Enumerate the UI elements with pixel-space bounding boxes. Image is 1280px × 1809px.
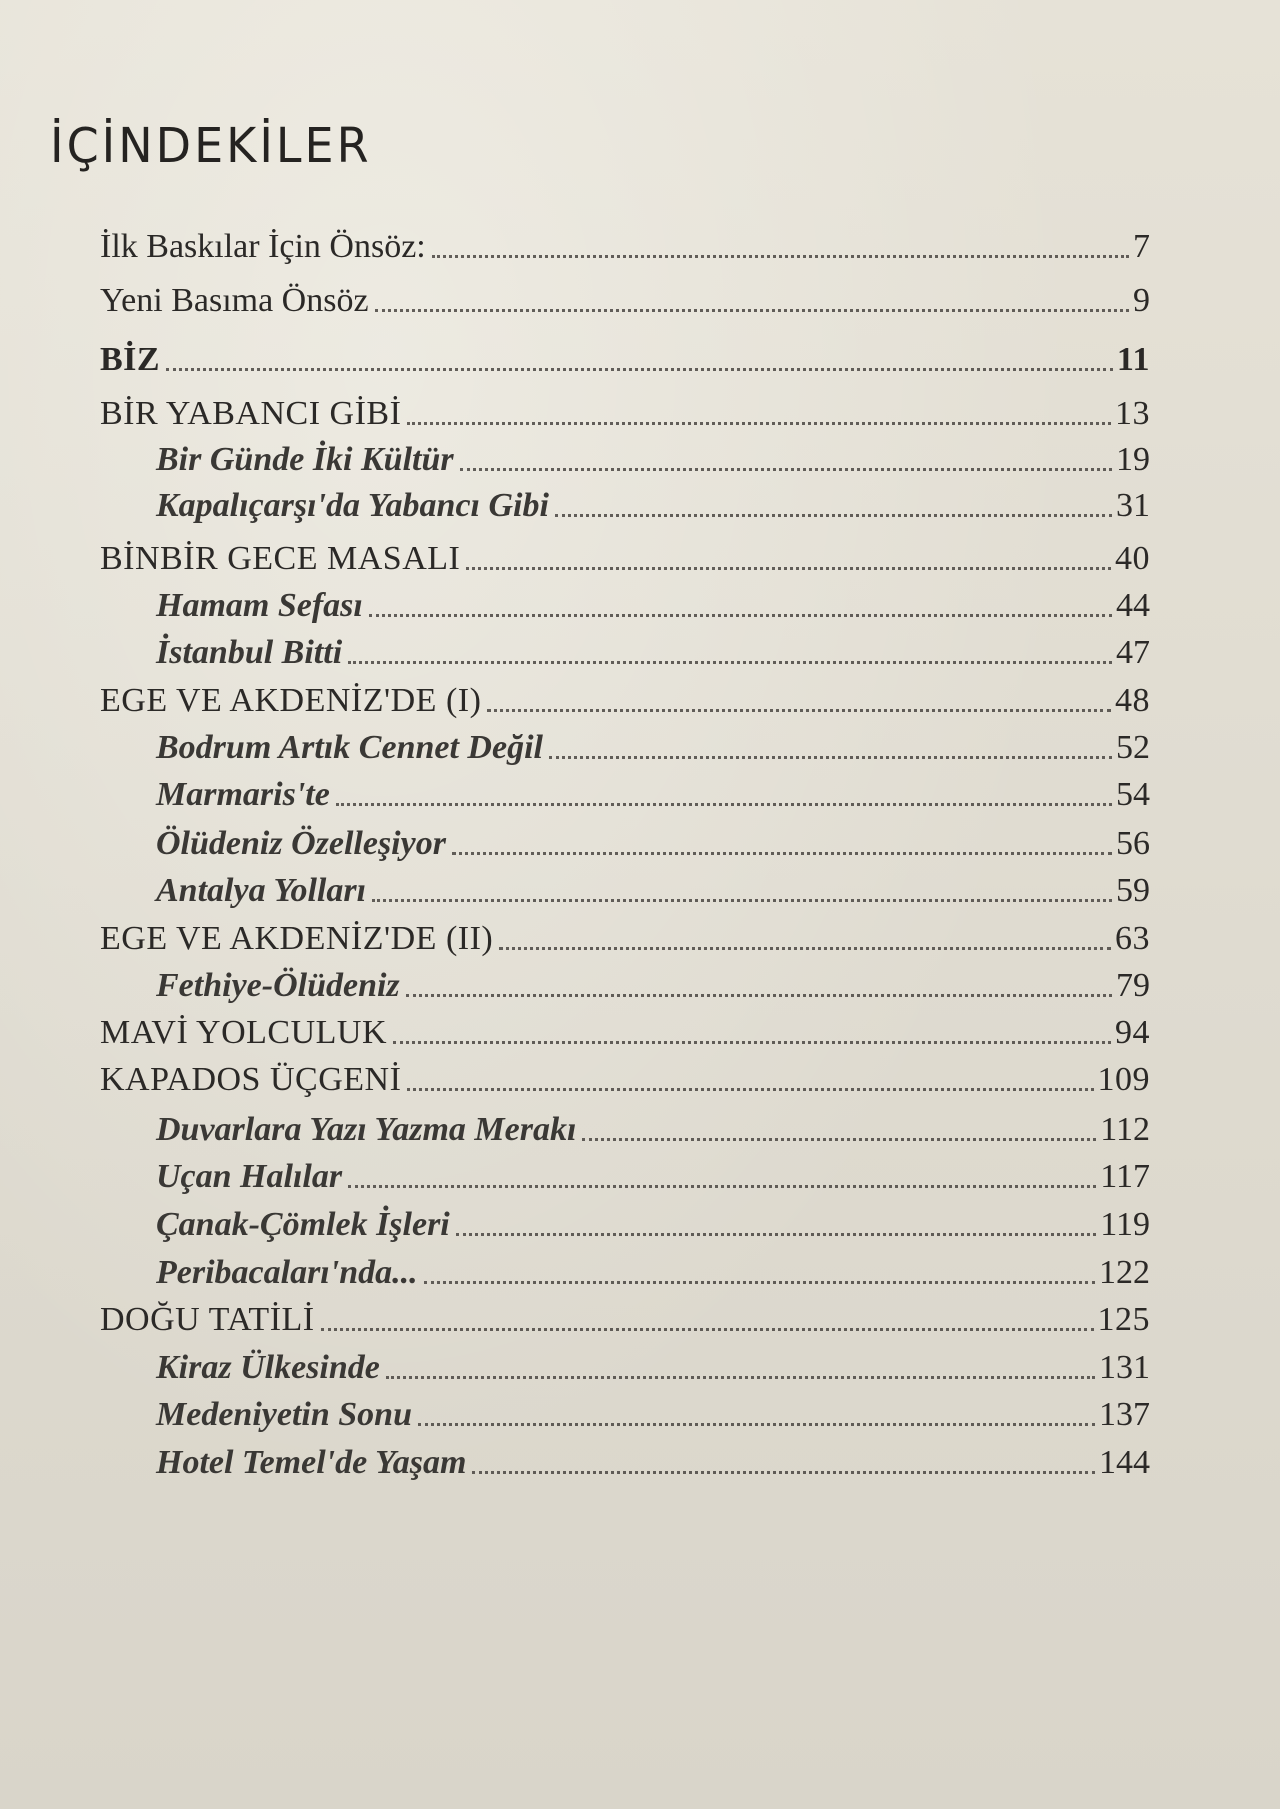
- toc-entry-label: DOĞU TATİLİ: [100, 1301, 315, 1338]
- toc-entry: [156, 577, 1150, 623]
- dot-leader: [452, 852, 1112, 855]
- toc-entry: [100, 910, 1150, 956]
- dot-leader: [406, 994, 1112, 997]
- toc-entry-page-number: 52: [1116, 729, 1150, 766]
- toc-entry-page-number: 7: [1133, 228, 1150, 265]
- toc-entry-label: Fethiye-Ölüdeniz: [156, 967, 400, 1004]
- dot-leader: [348, 661, 1112, 664]
- dot-leader: [418, 1423, 1095, 1426]
- toc-entry: [100, 672, 1150, 718]
- toc-entry-label: BİNBİR GECE MASALI: [100, 540, 461, 577]
- dot-leader: [424, 1281, 1095, 1284]
- toc-entry: [156, 766, 1150, 812]
- toc-entry-label: MAVİ YOLCULUK: [100, 1014, 387, 1051]
- dot-leader: [472, 1471, 1095, 1474]
- toc-entry-page-number: 31: [1116, 487, 1150, 524]
- toc-entry-label: Kiraz Ülkesinde: [156, 1349, 380, 1386]
- toc-entry-label: Hotel Temel'de Yaşam: [156, 1444, 467, 1481]
- toc-entry-page-number: 109: [1097, 1061, 1150, 1098]
- dot-leader: [432, 255, 1129, 258]
- toc-entry-label: Bir Günde İki Kültür: [156, 441, 454, 478]
- toc-entry-page-number: 94: [1115, 1014, 1150, 1051]
- dot-leader: [393, 1041, 1111, 1044]
- toc-entry: [156, 719, 1150, 765]
- toc-entry: [156, 1339, 1150, 1385]
- toc-entry-label: EGE VE AKDENİZ'DE (I): [100, 682, 482, 719]
- toc-entry-page-number: 117: [1100, 1158, 1150, 1195]
- toc-entry-label: Medeniyetin Sonu: [156, 1396, 412, 1433]
- dot-leader: [372, 899, 1112, 902]
- toc-entry: [100, 530, 1150, 576]
- toc-entry-page-number: 59: [1116, 872, 1150, 909]
- toc-entry: [156, 1244, 1150, 1290]
- toc-entry-page-number: 63: [1115, 920, 1150, 957]
- toc-entry: [100, 1291, 1150, 1337]
- dot-leader: [375, 309, 1129, 312]
- toc-entry-label: Antalya Yolları: [156, 872, 367, 909]
- toc-entry: [156, 477, 1150, 523]
- toc-entry-label: Marmaris'te: [156, 776, 330, 813]
- dot-leader: [466, 567, 1111, 570]
- toc-entry-page-number: 48: [1115, 682, 1150, 719]
- toc-entry: [156, 624, 1150, 670]
- toc-entry: [100, 385, 1150, 431]
- toc-entry: [100, 1004, 1150, 1050]
- toc-entry-label: Duvarlara Yazı Yazma Merakı: [156, 1111, 577, 1148]
- dot-leader: [582, 1138, 1096, 1141]
- toc-entry: [156, 815, 1150, 861]
- toc-entry-page-number: 13: [1115, 395, 1150, 432]
- toc-entry-label: Çanak-Çömlek İşleri: [156, 1206, 450, 1243]
- toc-entry: [100, 331, 1150, 377]
- toc-entry: [156, 1101, 1150, 1147]
- dot-leader: [555, 514, 1112, 517]
- toc-entry-label: İstanbul Bitti: [156, 634, 343, 671]
- toc-entry-page-number: 79: [1116, 967, 1150, 1004]
- toc-entry-label: BİZ: [100, 341, 161, 378]
- toc-entry-page-number: 9: [1133, 282, 1150, 319]
- toc-entry: [156, 957, 1150, 1003]
- dot-leader: [456, 1233, 1097, 1236]
- dot-leader: [407, 1088, 1093, 1091]
- toc-entry-page-number: 125: [1097, 1301, 1150, 1338]
- toc-entry-label: Uçan Halılar: [156, 1158, 343, 1195]
- toc-entry: [100, 272, 1150, 318]
- toc-entry-label: BİR YABANCI GİBİ: [100, 395, 402, 432]
- toc-entry-page-number: 47: [1116, 634, 1150, 671]
- toc-entry-page-number: 122: [1099, 1254, 1150, 1291]
- toc-entry-label: KAPADOS ÜÇGENİ: [100, 1061, 402, 1098]
- toc-entry-page-number: 112: [1100, 1111, 1150, 1148]
- toc-entry: [100, 218, 1150, 264]
- toc-entry-page-number: 137: [1099, 1396, 1150, 1433]
- toc-entry: [156, 1434, 1150, 1480]
- dot-leader: [166, 368, 1113, 371]
- dot-leader: [386, 1376, 1095, 1379]
- toc-entry-page-number: 19: [1116, 441, 1150, 478]
- toc-entry-page-number: 54: [1116, 776, 1150, 813]
- toc-entry-label: Bodrum Artık Cennet Değil: [156, 729, 543, 766]
- toc-entry: [156, 862, 1150, 908]
- toc-entry: [156, 1386, 1150, 1432]
- toc-entry-label: Peribacaları'nda...: [156, 1254, 418, 1291]
- dot-leader: [460, 468, 1112, 471]
- toc-entry-label: EGE VE AKDENİZ'DE (II): [100, 920, 494, 957]
- toc-title: İÇİNDEKİLER: [50, 116, 372, 174]
- dot-leader: [336, 803, 1112, 806]
- toc-entry-page-number: 144: [1099, 1444, 1150, 1481]
- toc-entry: [156, 431, 1150, 477]
- toc-entry-label: Ölüdeniz Özelleşiyor: [156, 825, 446, 862]
- toc-entry-label: Yeni Basıma Önsöz: [100, 282, 369, 319]
- toc-entry-page-number: 119: [1100, 1206, 1150, 1243]
- toc-entry-page-number: 40: [1115, 540, 1150, 577]
- toc-entry: [156, 1196, 1150, 1242]
- dot-leader: [321, 1328, 1094, 1331]
- dot-leader: [348, 1185, 1096, 1188]
- toc-entry-label: Kapalıçarşı'da Yabancı Gibi: [156, 487, 549, 524]
- toc-entry-page-number: 131: [1099, 1349, 1150, 1386]
- toc-entry-page-number: 44: [1116, 587, 1150, 624]
- dot-leader: [499, 947, 1111, 950]
- dot-leader: [369, 614, 1112, 617]
- toc-entry-page-number: 56: [1116, 825, 1150, 862]
- dot-leader: [407, 422, 1111, 425]
- toc-entry: [156, 1148, 1150, 1194]
- toc-entry-label: Hamam Sefası: [156, 587, 363, 624]
- toc-entry-page-number: 11: [1116, 341, 1150, 378]
- dot-leader: [487, 709, 1111, 712]
- toc-entry: [100, 1051, 1150, 1097]
- dot-leader: [549, 756, 1112, 759]
- toc-entry-label: İlk Baskılar İçin Önsöz:: [100, 228, 426, 265]
